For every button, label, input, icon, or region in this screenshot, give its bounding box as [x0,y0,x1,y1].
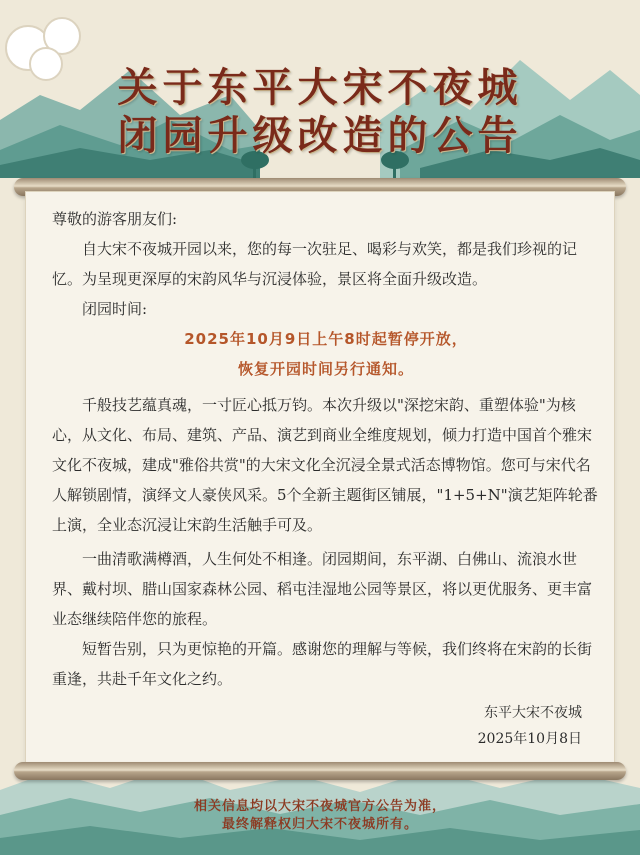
paragraph-upgrade: 千般技艺蕴真魂，一寸匠心抵万钧。本次升级以"深挖宋韵、重塑体验"为核心，从文化、布局、建筑、产品、演艺到商业全维度规划，倾力打造中国首个雅宋文化不夜城，建成"雅俗共赏"的大宋文化全沉浸全景式活态博物馆。您可与宋代名人解锁剧情，演绎文人豪侠风采。5个全新主题街区铺展，"1+5+N"演艺矩阵轮番上演，全业态沉浸让宋韵生活触手可及。 [52,396,598,534]
closure-label: 闭园时间: [82,300,148,318]
footer-disclaimer-line-1: 相关信息均以大宋不夜城官方公告为准， [193,799,446,814]
paragraph-farewell: 短暂告别，只为更惊艳的开篇。感谢您的理解与等候，我们终将在宋韵的长街重逢，共赴千年文化之约。 [52,640,593,688]
page-title-line-2: 闭园升级改造的公告 [117,113,523,159]
paragraph-intro: 自大宋不夜城开园以来，您的每一次驻足、喝彩与欢笑，都是我们珍视的记忆。为呈现更深厚的宋韵风华与沉浸体验，景区将全面升级改造。 [52,240,578,288]
page-title-line-1: 关于东平大宋不夜城 [117,65,523,111]
notice-body [52,204,600,694]
paragraph-nearby-attractions: 一曲清歌满樽酒，人生何处不相逢。闭园期间，东平湖、白佛山、流浪水世界、戴村坝、腊山国家森林公园、稻屯洼湿地公园等景区，将以更优服务、更丰富业态继续陪伴您的旅程。 [52,550,593,628]
closure-time: 2025年10月9日上午8时起暂停开放， [184,330,468,348]
scroll-bottom-rod [14,762,626,780]
greeting: 尊敬的游客朋友们: [52,210,178,228]
signature-organization: 东平大宋不夜城 [484,705,582,721]
signature-date: 2025年10月8日 [477,731,582,747]
reopen-note: 恢复开园时间另行通知。 [237,360,414,378]
footer-disclaimer-line-2: 最终解释权归大宋不夜城所有。 [221,817,418,832]
